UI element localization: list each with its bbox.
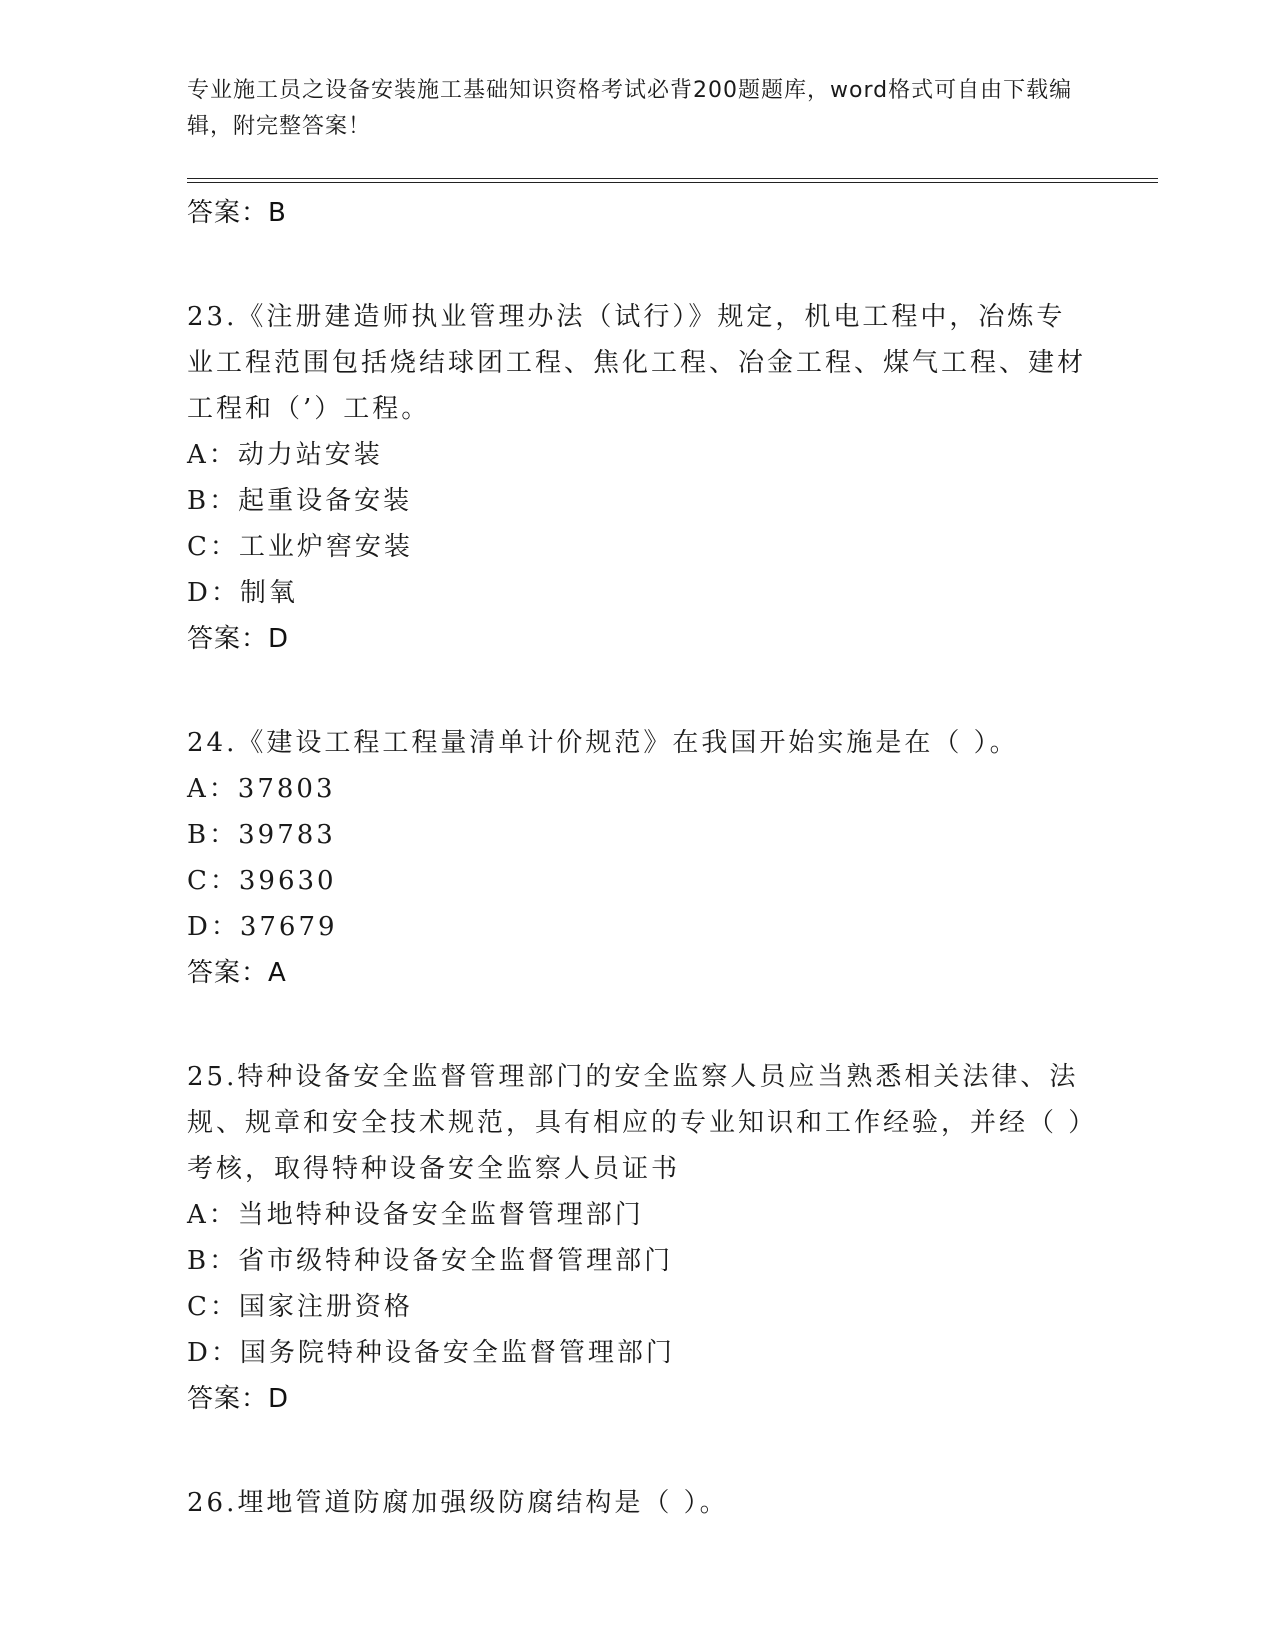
answer-q24: 答案：A (187, 958, 287, 988)
answer-q22: 答案：B (187, 198, 287, 228)
question-26 (187, 1480, 1087, 1526)
answer-q23: 答案：D (187, 624, 290, 654)
spacer (187, 236, 1087, 294)
question-stem: 26.埋地管道防腐加强级防腐结构是（ ）。 (187, 1488, 729, 1518)
spacer (187, 662, 1087, 720)
option-a: A：当地特种设备安全监督管理部门 (187, 1200, 644, 1230)
option-c: C：工业炉窖安装 (187, 532, 413, 562)
option-d: D：国务院特种设备安全监督管理部门 (187, 1338, 675, 1368)
question-24 (187, 720, 1087, 996)
option-a: A：37803 (187, 774, 336, 804)
spacer (187, 1422, 1087, 1480)
question-25 (187, 1054, 1087, 1422)
question-stem: 25.特种设备安全监督管理部门的安全监察人员应当熟悉相关法律、法规、规章和安全技术规范，具有相应的专业知识和工作经验，并经（ ）考核，取得特种设备安全监察人员证书 (187, 1062, 1085, 1184)
header-divider (187, 178, 1158, 183)
page-header: 专业施工员之设备安装施工基础知识资格考试必背200题题库，word格式可自由下载编辑，附完整答案！ (187, 78, 1073, 139)
question-stem: 24.《建设工程工程量清单计价规范》在我国开始实施是在（ ）。 (187, 728, 1019, 758)
option-b: B：39783 (187, 820, 336, 850)
question-stem: 23.《注册建造师执业管理办法（试行）》规定，机电工程中，冶炼专业工程范围包括烧结球团工程、焦化工程、冶金工程、煤气工程、建材工程和（’）工程。 (187, 302, 1087, 424)
document-body (187, 190, 1087, 1526)
option-b: B：省市级特种设备安全监督管理部门 (187, 1246, 674, 1276)
option-c: C：39630 (187, 866, 337, 896)
question-23 (187, 294, 1087, 662)
answer-q25: 答案：D (187, 1384, 290, 1414)
option-d: D：制氧 (187, 578, 298, 608)
spacer (187, 996, 1087, 1054)
option-b: B：起重设备安装 (187, 486, 413, 516)
option-d: D：37679 (187, 912, 338, 942)
option-a: A：动力站安装 (187, 440, 383, 470)
option-c: C：国家注册资格 (187, 1292, 413, 1322)
